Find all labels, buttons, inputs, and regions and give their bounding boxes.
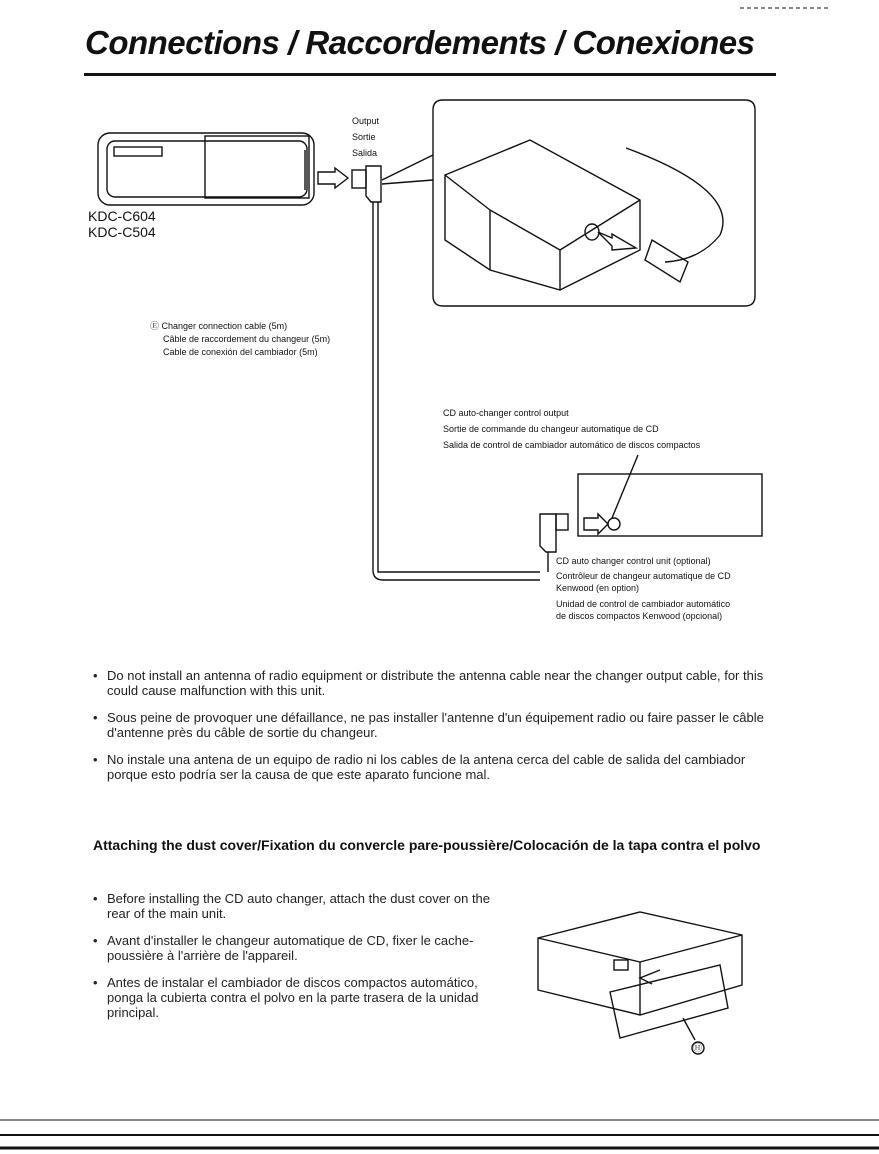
dust-cover-heading: Attaching the dust cover/Fixation du convercle pare-poussière/Colocación de la tapa contra el polvo: [93, 837, 761, 853]
warning-item: • No instale una antena de un equipo de radio ni los cables de la antena cerca del cable de salida del cambiador porque esto podría ser la causa de que este aparato funcione mal.: [93, 752, 783, 782]
cd-changer-unit: [98, 133, 314, 205]
output-labels: [352, 115, 379, 160]
control-output-label: CD auto-changer control output: [443, 408, 569, 418]
model-label: KDC-C604: [88, 208, 156, 224]
dust-cover-step: • Before installing the CD auto changer, attach the dust cover on the rear of the main unit.: [93, 891, 493, 921]
dust-cover-step: • Avant d'installer le changeur automatique de CD, fixer le cache-poussière à l'arrière de l'appareil.: [93, 933, 493, 963]
dust-cover-steps: [93, 891, 493, 1032]
page-title: Connections / Raccordements / Conexiones: [85, 24, 755, 61]
control-unit-label: Contrôleur de changeur automatique de CD: [556, 571, 731, 581]
output-connector: [352, 170, 366, 188]
cable-labels: [150, 320, 330, 359]
control-output-label: Sortie de commande du changeur automatique de CD: [443, 424, 659, 434]
control-output-label: Salida de control de cambiador automático de discos compactos: [443, 440, 701, 450]
output-label: Output: [352, 116, 380, 126]
model-label: KDC-C504: [88, 224, 156, 240]
output-arrow: [318, 168, 348, 188]
output-label: Sortie: [352, 132, 376, 142]
cable-label: Câble de raccordement du changeur (5m): [163, 334, 331, 344]
control-unit-labels: [556, 555, 731, 622]
control-unit-label: CD auto changer control unit (optional): [556, 556, 711, 566]
control-output-labels: [443, 405, 700, 453]
warning-item: • Do not install an antenna of radio equipment or distribute the antenna cable near the changer output cable, for this could cause malfunction with this unit.: [93, 668, 783, 698]
dust-cover-label: Ⓗ: [693, 1043, 703, 1053]
control-unit-label: Unidad de control de cambiador automático: [556, 599, 731, 609]
changer-cable: [373, 202, 540, 580]
warning-item: • Sous peine de provoquer une défaillance, ne pas installer l'antenne d'un équipement radio ou faire passer le câble d'antenne près du câble de sortie du changeur.: [93, 710, 783, 740]
model-labels: [88, 208, 156, 240]
control-unit-label: Kenwood (en option): [556, 583, 640, 593]
cable-label: Ⓔ Changer connection cable (5m): [150, 321, 288, 331]
control-unit-label: de discos compactos Kenwood (opcional): [556, 611, 723, 621]
cable-label: Cable de conexión del cambiador (5m): [163, 347, 318, 357]
output-label: Salida: [352, 148, 378, 158]
dust-cover-step: • Antes de instalar el cambiador de discos compactos automático, ponga la cubierta contra el polvo en la parte trasera de la unidad principal.: [93, 975, 493, 1020]
dust-cover-plate: [610, 965, 728, 1038]
main-unit: [445, 140, 640, 290]
warning-list: [93, 668, 783, 794]
